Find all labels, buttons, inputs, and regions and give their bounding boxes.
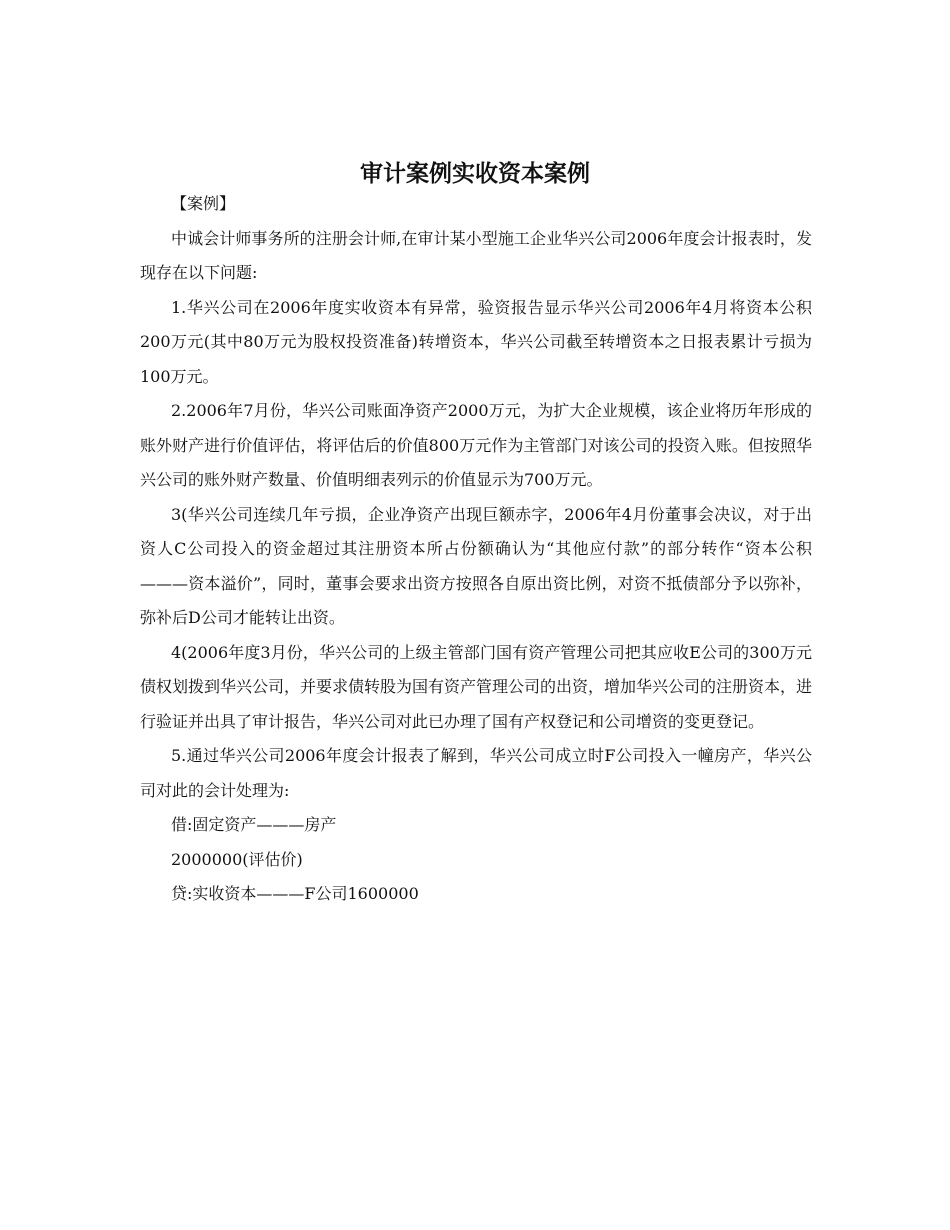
document-title: 审计案例实收资本案例 (360, 160, 590, 188)
case-heading: 【案例】 (171, 194, 236, 213)
issue-1-paragraph: 1.华兴公司在2006年度实收资本有异常，验资报告显示华兴公司2006年4月将资本公积200万元(其中80万元为股权投资准备)转增资本，华兴公司截至转增资本之日报表累计亏损为100万元。 (140, 297, 812, 386)
journal-credit-line: 贷:实收资本———F公司1600000 (171, 884, 419, 903)
journal-debit-amount: 2000000(评估价) (171, 849, 303, 869)
journal-debit-line: 借:固定资产———房产 (171, 815, 337, 834)
document-body (140, 187, 812, 912)
issue-5-paragraph: 5.通过华兴公司2006年度会计报表了解到，华兴公司成立时F公司投入一幢房产，华兴公司对此的会计处理为: (140, 746, 812, 800)
issue-3-paragraph: 3(华兴公司连续几年亏损，企业净资产出现巨额赤字，2006年4月份董事会决议，对于出资人C公司投入的资金超过其注册资本所占份额确认为“其他应付款”的部分转作“资本公积———资本溢价”，同时，董事会要求出资方按照各自原出资比例，对资不抵债部分予以弥补，弥补后D公司才能转让出资。 (140, 504, 812, 627)
issue-2-paragraph: 2.2006年7月份，华兴公司账面净资产2000万元，为扩大企业规模，该企业将历年形成的账外财产进行价值评估，将评估后的价值800万元作为主管部门对该公司的投资入账。但按照华兴公司的账外财产数量、价值明细表列示的价值显示为700万元。 (140, 401, 812, 489)
intro-paragraph: 中诚会计师事务所的注册会计师,在审计某小型施工企业华兴公司2006年度会计报表时，发现存在以下问题: (140, 228, 812, 282)
issue-4-paragraph: 4(2006年度3月份，华兴公司的上级主管部门国有资产管理公司把其应收E公司的300万元债权划拨到华兴公司，并要求债转股为国有资产管理公司的出资，增加华兴公司的注册资本，进行验证并出具了审计报告，华兴公司对此已办理了国有产权登记和公司增资的变更登记。 (140, 642, 813, 731)
